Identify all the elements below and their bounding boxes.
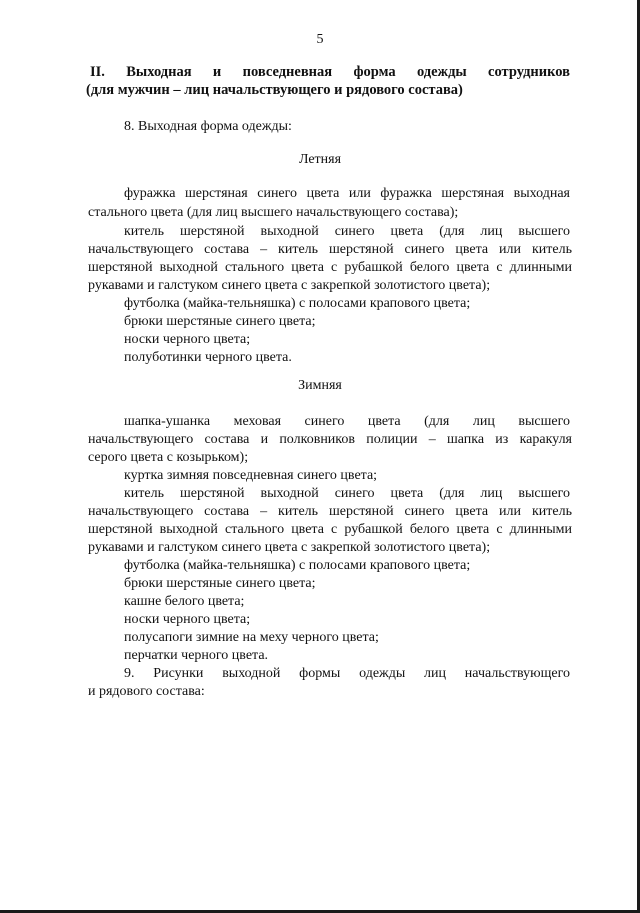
winter-line-13: полусапоги зимние на меху черного цвета; bbox=[124, 630, 379, 645]
winter-line-9: футболка (майка-тельняшка) с полосами крапового цвета; bbox=[124, 558, 471, 573]
item-8-title: 8. Выходная форма одежды: bbox=[124, 119, 292, 134]
winter-line-8: рукавами и галстуком синего цвета с закрепкой золотистого цвета); bbox=[88, 540, 491, 555]
summer-line-7: футболка (майка-тельняшка) с полосами крапового цвета; bbox=[124, 296, 471, 311]
winter-line-2: начальствующего состава и полковников полиции – шапка из каракуля bbox=[88, 432, 572, 447]
winter-line-1: шапка-ушанка меховая синего цвета (для лиц высшего bbox=[124, 414, 570, 429]
summer-line-1: фуражка шерстяная синего цвета или фуражка шерстяная выходная bbox=[124, 186, 570, 201]
winter-line-4: куртка зимняя повседневная синего цвета; bbox=[124, 468, 378, 483]
winter-line-14: перчатки черного цвета. bbox=[124, 648, 269, 663]
winter-line-3: серого цвета с козырьком); bbox=[88, 450, 249, 465]
item-9-line-2: и рядового состава: bbox=[88, 684, 205, 699]
winter-line-5: китель шерстяной выходной синего цвета (для лиц высшего bbox=[124, 486, 570, 501]
winter-line-7: шерстяной выходной стального цвета с рубашкой белого цвета с длинными bbox=[88, 522, 572, 537]
summer-line-5: шерстяной выходной стального цвета с рубашкой белого цвета с длинными bbox=[88, 260, 572, 275]
winter-line-6: начальствующего состава – китель шерстяной синего цвета или китель bbox=[88, 504, 572, 519]
page-number: 5 bbox=[316, 32, 324, 47]
section-heading-line-1: II. Выходная и повседневная форма одежды сотрудников bbox=[90, 64, 570, 80]
winter-line-12: носки черного цвета; bbox=[124, 612, 251, 627]
summer-line-8: брюки шерстяные синего цвета; bbox=[124, 314, 316, 329]
summer-line-3: китель шерстяной выходной синего цвета (для лиц высшего bbox=[124, 224, 570, 239]
subheading-summer: Летняя bbox=[298, 152, 342, 167]
winter-line-10: брюки шерстяные синего цвета; bbox=[124, 576, 316, 591]
summer-line-10: полуботинки черного цвета. bbox=[124, 350, 292, 365]
item-9-line-1: 9. Рисунки выходной формы одежды лиц начальствующего bbox=[124, 666, 570, 681]
summer-line-2: стального цвета (для лиц высшего начальствующего состава); bbox=[88, 205, 459, 220]
summer-line-9: носки черного цвета; bbox=[124, 332, 251, 347]
section-heading-line-2: (для мужчин – лиц начальствующего и рядового состава) bbox=[86, 82, 463, 98]
winter-line-11: кашне белого цвета; bbox=[124, 594, 245, 609]
summer-line-6: рукавами и галстуком синего цвета с закрепкой золотистого цвета); bbox=[88, 278, 491, 293]
summer-line-4: начальствующего состава – китель шерстяной синего цвета или китель bbox=[88, 242, 572, 257]
subheading-winter: Зимняя bbox=[298, 378, 342, 393]
